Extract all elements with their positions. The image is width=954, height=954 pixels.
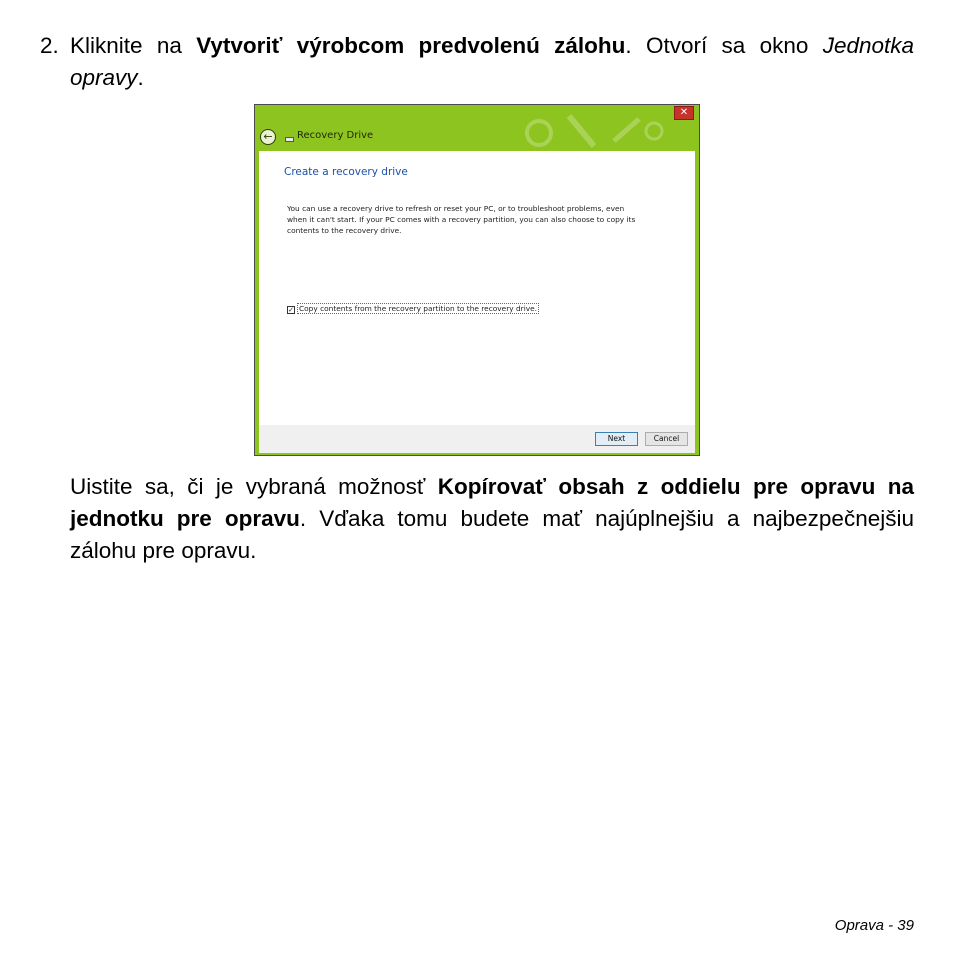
page-footer: Oprava - 39: [834, 917, 914, 934]
close-icon[interactable]: ✕: [674, 106, 694, 120]
dialog-description: You can use a recovery drive to refresh or reset your PC, or to troubleshoot problems, even when it can't start. If your PC comes with a recovery partition, you can also choose to copy its contents to the recovery drive.: [287, 204, 636, 235]
step-text-3: .: [137, 65, 144, 90]
step-number: 2.: [40, 33, 59, 58]
instruction-paragraph: [70, 471, 914, 567]
dialog-heading: Create a recovery drive: [284, 166, 408, 178]
copy-contents-label[interactable]: Copy contents from the recovery partition to the recovery drive.: [299, 304, 538, 313]
next-button[interactable]: Next: [595, 432, 638, 446]
back-arrow-icon[interactable]: ←: [260, 129, 276, 145]
step-text-1: Kliknite na: [70, 33, 197, 58]
window-content: [259, 151, 695, 425]
window-title: Recovery Drive: [297, 130, 374, 141]
drive-icon: [285, 137, 294, 142]
recovery-drive-window: [254, 104, 700, 456]
step-window-name: Jednotka opravy: [70, 33, 915, 90]
step-text: [70, 30, 914, 94]
para-text-1: Uistite sa, či je vybraná možnosť: [70, 474, 438, 499]
para-text-2: . Vďaka tomu budete mať najúplnejšiu a najbezpečnejšiu zálohu pre opravu.: [70, 506, 914, 563]
cancel-button[interactable]: Cancel: [645, 432, 688, 446]
step-text-2: . Otvorí sa okno: [625, 33, 823, 58]
step-bold-option: Vytvoriť výrobcom predvolenú zálohu: [196, 33, 626, 58]
copy-contents-option[interactable]: [287, 304, 539, 314]
para-bold-option: Kopírovať obsah z oddielu pre opravu na jednotku pre opravu: [70, 474, 914, 531]
background-tools-decoration: [499, 111, 669, 151]
window-footer: [259, 425, 695, 453]
copy-contents-checkbox[interactable]: ✓: [288, 306, 294, 314]
